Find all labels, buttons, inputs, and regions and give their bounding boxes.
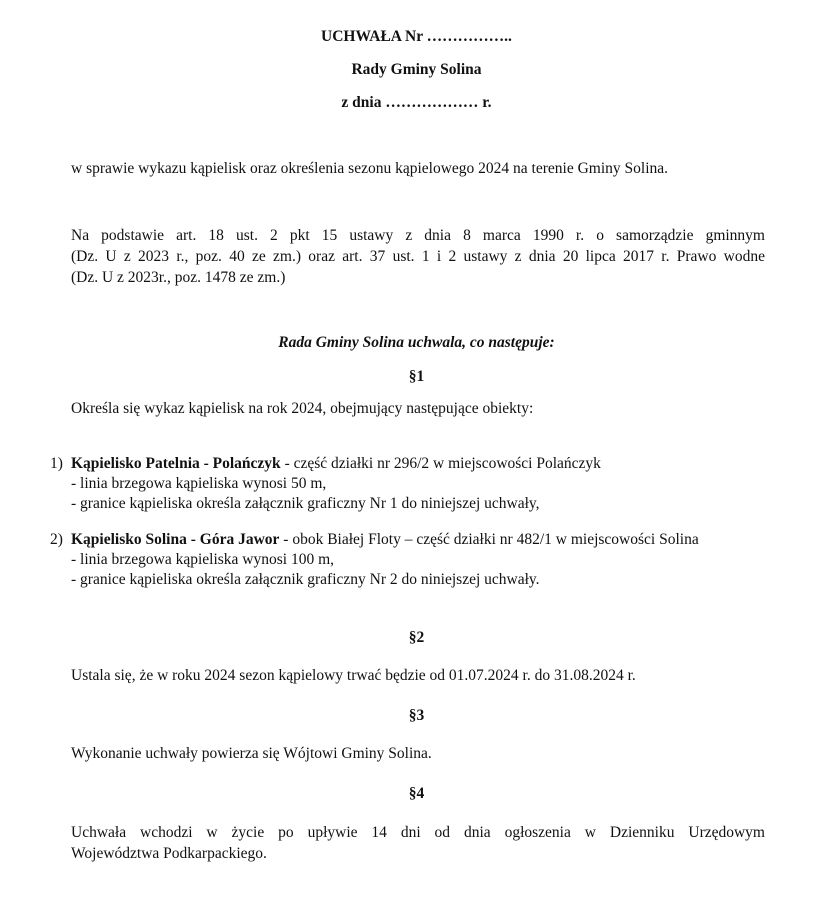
legal-basis-line-1: Na podstawie art. 18 ust. 2 pkt 15 ustawy z dnia 8 marca 1990 r. o samorządzie gminnym xyxy=(71,227,765,244)
list-item-number: 1) xyxy=(50,455,63,472)
section-4-text xyxy=(71,822,765,864)
section-4-heading: §4 xyxy=(408,785,425,802)
bathing-site-shoreline: - linia brzegowa kąpieliska wynosi 50 m, xyxy=(71,475,327,492)
list-item xyxy=(71,530,699,590)
legal-basis-line-3: (Dz. U z 2023r., poz. 1478 ze zm.) xyxy=(71,269,286,286)
section-2-text: Ustala się, że w roku 2024 sezon kąpielowy trwać będzie od 01.07.2024 r. do 31.08.2024 r. xyxy=(71,667,636,684)
bathing-site-boundaries: - granice kąpieliska określa załącznik graficzny Nr 2 do niniejszej uchwały. xyxy=(71,571,540,588)
bathing-site-boundaries: - granice kąpieliska określa załącznik graficzny Nr 1 do niniejszej uchwały, xyxy=(71,495,540,512)
bathing-site-description: - część działki nr 296/2 w miejscowości Polańczyk xyxy=(280,455,601,472)
section-1-heading: §1 xyxy=(408,368,425,385)
bathing-site-name: Kąpielisko Solina - Góra Jawor xyxy=(71,531,280,548)
section-3-text: Wykonanie uchwały powierza się Wójtowi Gminy Solina. xyxy=(71,745,432,762)
resolution-date: z dnia ……………… r. xyxy=(341,94,492,111)
list-item xyxy=(71,454,601,514)
section-2-heading: §2 xyxy=(408,629,425,646)
legal-basis-line-2: (Dz. U z 2023 r., poz. 40 ze zm.) oraz art. 37 ust. 1 i 2 ustawy z dnia 20 lipca 2017 r. Prawo wodne xyxy=(71,248,765,265)
section-4-line-1: Uchwała wchodzi w życie po upływie 14 dni od dnia ogłoszenia w Dzienniku Urzędowym xyxy=(71,824,765,841)
list-item-number: 2) xyxy=(50,531,63,548)
council-name: Rady Gminy Solina xyxy=(351,61,482,78)
resolution-title: UCHWAŁA Nr …………….. xyxy=(321,28,512,45)
section-3-heading: §3 xyxy=(408,707,425,724)
resolution-subject: w sprawie wykazu kąpielisk oraz określenia sezonu kąpielowego 2024 na terenie Gminy Solina. xyxy=(71,160,668,177)
section-4-line-2: Województwa Podkarpackiego. xyxy=(71,845,267,862)
legal-basis xyxy=(71,225,765,288)
bathing-site-shoreline: - linia brzegowa kąpieliska wynosi 100 m, xyxy=(71,551,335,568)
resolution-intro: Rada Gminy Solina uchwala, co następuje: xyxy=(278,334,555,351)
bathing-site-name: Kąpielisko Patelnia - Polańczyk xyxy=(71,455,281,472)
bathing-site-description: - obok Białej Floty – część działki nr 482/1 w miejscowości Solina xyxy=(279,531,699,548)
section-1-text: Określa się wykaz kąpielisk na rok 2024, obejmujący następujące obiekty: xyxy=(71,400,534,417)
